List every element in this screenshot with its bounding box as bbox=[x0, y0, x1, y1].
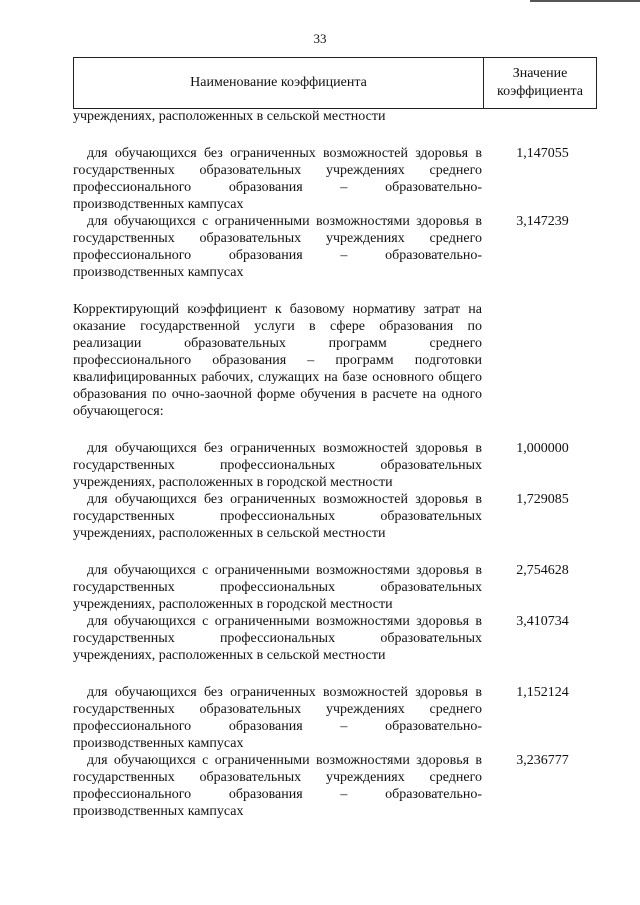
row-value: 1,152124 bbox=[516, 685, 569, 700]
row-value: 3,410734 bbox=[516, 614, 569, 629]
table-row bbox=[73, 562, 597, 613]
table-row bbox=[73, 613, 597, 664]
page-number: 33 bbox=[313, 31, 327, 46]
continuation-text: учреждениях, расположенных в сельской местности bbox=[73, 109, 386, 124]
row-description: для обучающихся без ограниченных возможностей здоровья в государственных профессиональных образовательных учреждениях, расположенных в сельской местности bbox=[73, 492, 482, 541]
table-row bbox=[73, 752, 597, 820]
row-value: 2,754628 bbox=[516, 563, 569, 578]
row-description: для обучающихся без ограниченных возможностей здоровья в государственных образовательных учреждениях среднего профессионального образования – образовательно-производственных кампусах bbox=[73, 685, 482, 751]
row-description: для обучающихся без ограниченных возможностей здоровья в государственных профессиональных образовательных учреждениях, расположенных в городской местности bbox=[73, 441, 482, 490]
table-row bbox=[73, 440, 597, 491]
table-row bbox=[73, 145, 597, 213]
row-value: 1,729085 bbox=[516, 492, 569, 507]
row-description: для обучающихся с ограниченными возможностями здоровья в государственных образовательных учреждениях среднего профессионального образования – образовательно-производственных кампусах bbox=[73, 753, 482, 819]
table-row bbox=[73, 684, 597, 752]
header-value-line2: коэффициента bbox=[497, 84, 583, 99]
table-row bbox=[73, 491, 597, 542]
top-edge-rule bbox=[530, 0, 640, 2]
row-value: 3,147239 bbox=[516, 214, 569, 229]
table-row bbox=[73, 213, 597, 281]
row-description: для обучающихся без ограниченных возможностей здоровья в государственных образовательных учреждениях среднего профессионального образования – образовательно-производственных кампусах bbox=[73, 146, 482, 212]
row-description: для обучающихся с ограниченными возможностями здоровья в государственных образовательных учреждениях среднего профессионального образования – образовательно-производственных кампусах bbox=[73, 214, 482, 280]
row-value: 3,236777 bbox=[516, 753, 569, 768]
intro-paragraph: Корректирующий коэффициент к базовому нормативу затрат на оказание государственной услуги в сфере образования по реализации образовательных программ среднего профессионального образования – программ подготовки квалифицированных рабочих, служащих на базе основного общего образования по очно-заочной форме обучения в расчете на одного обучающегося: bbox=[73, 302, 482, 419]
row-description: для обучающихся с ограниченными возможностями здоровья в государственных профессиональных образовательных учреждениях, расположенных в сельской местности bbox=[73, 614, 482, 663]
document-body bbox=[73, 108, 597, 820]
header-value-line1: Значение bbox=[512, 66, 568, 81]
row-value: 1,000000 bbox=[516, 441, 569, 456]
row-value: 1,147055 bbox=[516, 146, 569, 161]
header-name-column: Наименование коэффициента bbox=[74, 58, 484, 108]
row-description: для обучающихся с ограниченными возможностями здоровья в государственных профессиональных образовательных учреждениях, расположенных в городской местности bbox=[73, 563, 482, 612]
continuation-row bbox=[73, 108, 597, 125]
header-value-column bbox=[484, 58, 596, 108]
table-header bbox=[73, 57, 597, 109]
